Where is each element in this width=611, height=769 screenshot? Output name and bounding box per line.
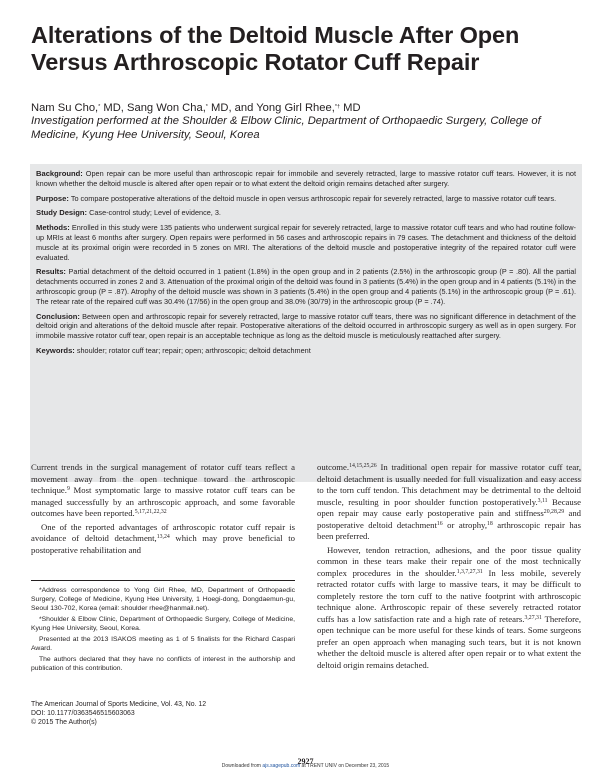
footnote: *Shoulder & Elbow Clinic, Department of Orthopaedic Surgery, College of Medicine, Kyung Hee University, Seoul, Korea. — [31, 616, 295, 632]
abstract-keywords — [36, 346, 576, 356]
section-text: Open repair can be more useful than arthroscopic repair for immobile and severely retracted, large to massive rotator cuff tears. However, it is not known whether the deltoid muscle is altered after open repair or to what extent the deltoid origin remains detached after surgery. — [36, 169, 576, 188]
body-column-left — [31, 462, 295, 556]
section-text: Between open and arthroscopic repair for severely retracted, large to massive rotator cuff tears, there was no significant difference in detachment of the deltoid origin and alterations of the deltoid muscle after repair. Postoperative alterations of the deltoid occurred in arthroscopic surgery as well as in open surgery. For immobile massive rotator cuff tear, open repair is an acceptable technique as long as the deltoid muscle is meticulously reattached after surgery. — [36, 311, 576, 341]
section-text: To compare postoperative alterations of the deltoid muscle in open versus arthroscopic repair for severely retracted, large to massive rotator cuff tears. — [68, 193, 557, 203]
footnote-divider — [31, 580, 295, 581]
abstract-background — [36, 169, 576, 189]
body-text: Because open repair may cause early postoperative pain and stiffness — [317, 496, 581, 518]
author-list — [31, 101, 591, 115]
citation: 20,28,29 — [543, 509, 565, 515]
article-title: Alterations of the Deltoid Muscle After Open Versus Arthroscopic Rotator Cuff Repair — [31, 22, 520, 75]
author-mark: *† — [334, 104, 341, 110]
footnotes — [31, 586, 295, 675]
author-mark: * — [205, 104, 208, 110]
footnote: The authors declared that they have no conflicts of interest in the authorship and publication of this contribution. — [31, 656, 295, 672]
body-text: outcome. — [317, 462, 350, 472]
body-text: In less mobile, severely retracted rotator cuffs with large to massive tears, it may be difficult to completely restore the torn cuff to the native footprint with arthroscopic technique alone. Arthroscopic repair of these severely retracted rotator cuffs has a low satisfaction rate and a high rate of retears. — [317, 567, 581, 624]
citation: 14,15,25,26 — [349, 463, 377, 469]
author-degree: MD — [340, 102, 361, 114]
affiliation: Investigation performed at the Shoulder & Elbow Clinic, Department of Orthopaedic Surgery, College of Medicine, Kyung Hee University, Seoul, Korea — [31, 115, 541, 141]
author-name: MD, Sang Won Cha, — [100, 102, 206, 114]
download-site-link[interactable]: ajs.sagepub.com — [262, 763, 301, 769]
footnote: Presented at the 2013 ISAKOS meeting as 1 of 5 finalists for the Richard Caspari Award. — [31, 636, 295, 652]
author-mark: * — [98, 104, 101, 110]
body-text: Most symptomatic large to massive rotator cuff tears can be managed successfully by an arthroscopic approach, and some favorable outcomes have been reported. — [31, 485, 295, 518]
section-label: Keywords: — [36, 345, 75, 355]
section-label: Methods: — [36, 223, 70, 233]
body-paragraph — [317, 545, 581, 672]
citation: 18 — [487, 520, 493, 527]
download-prefix: Downloaded from — [221, 763, 263, 769]
body-text: However, tendon retraction, adhesions, and the poor tissue quality common in these tears make their repair one of the most technically complex procedures in the shoulder. — [317, 544, 581, 578]
section-text: Partial detachment of the deltoid occurred in 1 patient (1.8%) in the open group and in 2 patients (2.5%) in the arthroscopic group (P = .80). All the partial detachments occurred in zones 2 and 3. Attenuation of the proximal origin of the deltoid was found in 3 patients (5.4%) in the open group and in 4 patients (5.1%) in the arthroscopic group (P = .87). Atrophy of the deltoid muscle was shown in 3 patients (5.4%) in the open group and 4 patients (5.1%) in the arthroscopic group (P = .61). The retear rate of the repaired cuff was 30.4% (17/56) in the open group and 38.0% (30/79) in the arthroscopic group (P = .74). — [36, 267, 576, 306]
abstract-box — [30, 164, 582, 482]
abstract-methods — [36, 223, 576, 262]
section-label: Study Design: — [36, 208, 88, 218]
citation: 3,11 — [537, 497, 548, 504]
journal-doi: DOI: 10.1177/0363546515603063 — [31, 710, 135, 717]
citation: 9 — [66, 486, 70, 492]
author-name: MD, and Yong Girl Rhee, — [207, 102, 335, 114]
citation: 13,24 — [156, 534, 170, 540]
section-label: Conclusion: — [36, 311, 80, 321]
section-label: Results: — [36, 267, 66, 277]
download-notice — [0, 763, 611, 769]
body-text: which may prove beneficial to postoperative rehabilitation and — [31, 533, 295, 555]
abstract-design — [36, 208, 576, 218]
body-text: One of the reported advantages of arthroscopic rotator cuff repair is avoidance of deltoid detachment, — [31, 521, 295, 543]
section-text: Case-control study; Level of evidence, 3. — [87, 208, 221, 218]
journal-citation: The American Journal of Sports Medicine, Vol. 43, No. 12 — [31, 701, 207, 708]
journal-copyright: © 2015 The Author(s) — [31, 719, 97, 726]
section-text: shoulder; rotator cuff tear; repair; open; arthroscopic; deltoid detachment — [74, 345, 311, 355]
body-text: Current trends in the surgical management of rotator cuff tears reflect a movement away from the open technique toward the arthroscopic technique. — [31, 462, 295, 495]
body-column-right — [317, 462, 581, 671]
section-text: Enrolled in this study were 135 patients who underwent surgical repair for severely retracted, large to massive rotator cuff tears and who had routine follow-up MRIs at least 6 months after surgery. Open repairs were performed in 56 cases and arthroscopic repairs in 79 cases. The detachment and thickness of the deltoid muscle at its proximal origin were recorded in 5 zones on MRI. The alterations of the deltoid muscle and postoperative integrity of the repaired rotator cuff were evaluated. — [36, 223, 576, 262]
citation: 3,27,31 — [524, 614, 542, 621]
page-number: 2927 — [297, 757, 314, 766]
section-label: Purpose: — [36, 193, 69, 203]
citation: 5,17,21,22,32 — [134, 509, 167, 515]
journal-info — [31, 700, 295, 727]
author-name: Nam Su Cho, — [31, 102, 99, 114]
download-suffix: at TRENT UNIV on December 23, 2015 — [300, 763, 390, 769]
citation: 16 — [436, 520, 443, 527]
section-label: Background: — [36, 169, 83, 178]
abstract-purpose — [36, 194, 576, 204]
body-text: or atrophy, — [442, 519, 488, 530]
body-text: Therefore, open technique can be more useful for these kinds of tears. Some surgeons prefer an open approach when managing such tears, but it is not known whether the deltoid muscle is altered after open repair or to what extent the deltoid origin remains detached. — [317, 613, 581, 670]
body-paragraph — [317, 462, 581, 543]
citation: 1,3,7,27,31 — [456, 568, 483, 575]
body-text: arthroscopic repair has been preferred. — [317, 519, 581, 541]
body-text: In traditional open repair for massive rotator cuff tear, deltoid detachment is usually needed for full visualization and easy access to the torn cuff tendon. This detachment may be detrimental to the deltoid muscle, resulting in poor shoulder function postoperatively. — [317, 462, 581, 507]
body-paragraph — [31, 522, 295, 557]
footnote: *Address correspondence to Yong Girl Rhee, MD, Department of Orthopaedic Surgery, College of Medicine, Kyung Hee University, 1 Hoegi-dong, Dongdaemun-gu, Seoul 130-702, Korea (email: shoulder rhee@hanmail.net). — [31, 587, 295, 612]
abstract-results — [36, 267, 576, 306]
abstract-conclusion — [36, 312, 576, 341]
body-paragraph — [31, 462, 295, 520]
body-text: and postoperative deltoid detachment — [317, 508, 582, 530]
